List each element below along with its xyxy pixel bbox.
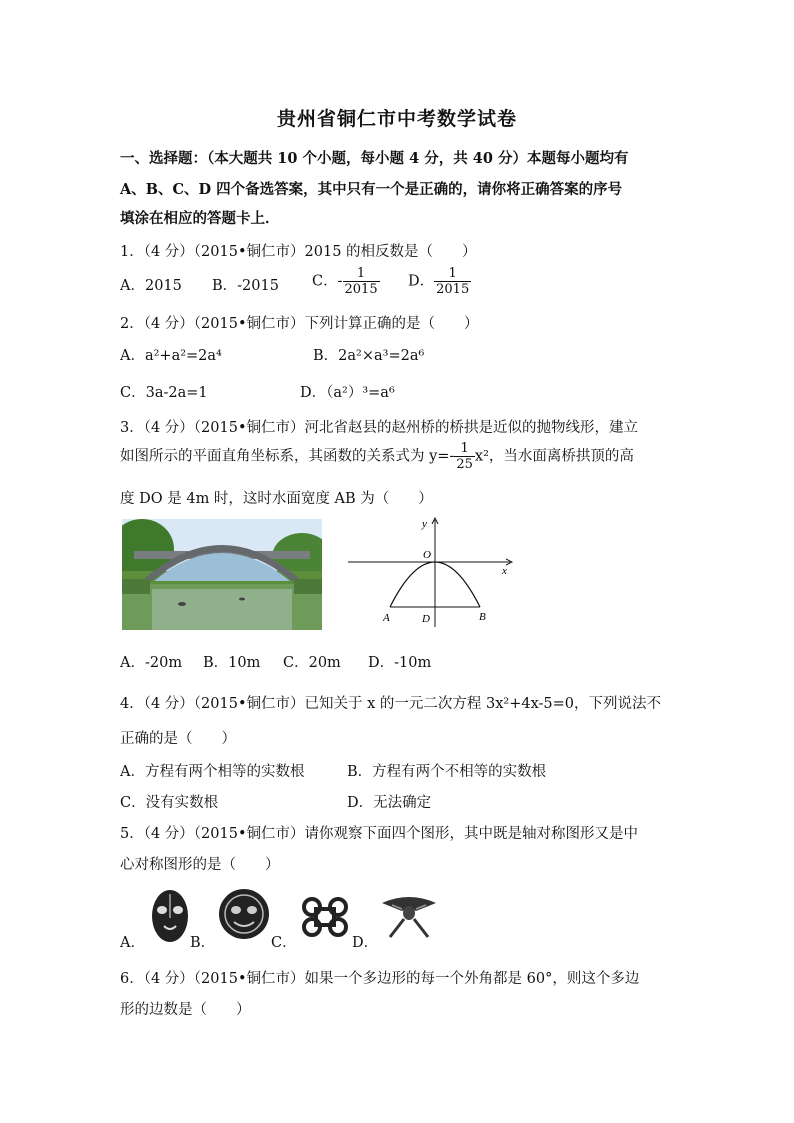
q5-option-c-label: C． — [271, 935, 297, 951]
q3-option-b: B．10m — [203, 655, 261, 671]
y-axis-label: y — [422, 518, 427, 530]
kite-icon — [380, 893, 438, 939]
q1-option-c-fraction — [343, 266, 380, 297]
q3-option-c: C．20m — [283, 655, 341, 671]
round-emblem-icon — [218, 888, 270, 940]
q3-line-2-suffix: x²，当水面离桥拱顶的高 — [474, 448, 634, 465]
q1-option-c — [312, 266, 380, 297]
q3-line-2 — [120, 441, 634, 472]
chinese-knot-icon — [298, 893, 352, 941]
q1-option-b: B．-2015 — [212, 278, 279, 294]
q1-option-d-numerator: 1 — [434, 266, 471, 282]
q3-option-a: A．-20m — [120, 655, 183, 671]
opera-mask-icon — [150, 888, 190, 944]
q3-option-d: D．-10m — [368, 655, 432, 671]
q1-option-d — [408, 266, 471, 297]
q1-stem: 1．（4 分）（2015•铜仁市）2015 的相反数是（ ） — [120, 244, 477, 260]
q3-line-2-prefix: 如图所示的平面直角坐标系，其函数的关系式为 y=- — [120, 448, 455, 465]
origin-label: O — [423, 549, 431, 561]
x-axis-label: x — [502, 565, 507, 577]
page-title: 贵州省铜仁市中考数学试卷 — [276, 108, 517, 130]
q3-line-1: 3．（4 分）（2015•铜仁市）河北省赵县的赵州桥的桥拱是近似的抛物线形，建立 — [120, 420, 639, 436]
q1-option-a: A．2015 — [120, 278, 182, 294]
q5-line-1: 5．（4 分）（2015•铜仁市）请你观察下面四个图形，其中既是轴对称图形又是中 — [120, 826, 639, 842]
q4-line-1: 4．（4 分）（2015•铜仁市）已知关于 x 的一元二次方程 3x²+4x-5=0，下列说法不 — [120, 696, 662, 712]
parabola-graph — [346, 515, 516, 630]
q5-option-a-label: A． — [120, 935, 145, 951]
point-b-label: B — [479, 611, 486, 623]
point-a-label: A — [383, 612, 390, 624]
section-instructions-line-1: 一、选择题：（本大题共 10 个小题，每小题 4 分，共 40 分）本题每小题均有 — [120, 150, 629, 167]
q4-option-c: C．没有实数根 — [120, 795, 219, 811]
q3-fraction-numerator: 1 — [454, 441, 475, 457]
q4-option-d: D．无法确定 — [347, 795, 432, 811]
q2-option-d: D．（a²）³=a⁶ — [300, 385, 395, 401]
q5-line-2: 心对称图形的是（ ） — [120, 857, 280, 873]
q6-line-1: 6．（4 分）（2015•铜仁市）如果一个多边形的每一个外角都是 60°，则这个多边 — [120, 971, 640, 987]
q2-option-b: B．2a²×a³=2a⁶ — [313, 348, 425, 364]
q5-option-d-label: D． — [352, 935, 379, 951]
q2-option-c: C．3a-2a=1 — [120, 385, 208, 401]
q2-option-a: A．a²+a²=2a⁴ — [120, 348, 222, 364]
q4-option-b: B．方程有两个不相等的实数根 — [347, 764, 547, 780]
q3-fraction-denominator: 25 — [456, 457, 473, 472]
q5-option-b-label: B． — [190, 935, 216, 951]
q1-option-d-fraction — [434, 266, 471, 297]
q3-coefficient-fraction — [454, 441, 475, 472]
q6-line-2: 形的边数是（ ） — [120, 1002, 251, 1018]
q1-option-c-prefix: C．- — [312, 273, 343, 290]
section-instructions-line-3: 填涂在相应的答题卡上． — [120, 210, 280, 227]
q4-line-2: 正确的是（ ） — [120, 731, 236, 747]
section-instructions-line-2: A、B、C、D 四个备选答案，其中只有一个是正确的，请你将正确答案的序号 — [120, 181, 623, 198]
bridge-photo — [122, 519, 322, 630]
q3-line-3: 度 DO 是 4m 时，这时水面宽度 AB 为（ ） — [120, 491, 433, 507]
q2-stem: 2．（4 分）（2015•铜仁市）下列计算正确的是（ ） — [120, 316, 479, 332]
q1-option-c-numerator: 1 — [343, 266, 380, 282]
q4-option-a: A．方程有两个相等的实数根 — [120, 764, 305, 780]
q1-option-c-denominator: 2015 — [344, 282, 378, 297]
point-d-label: D — [422, 613, 430, 625]
q1-option-d-prefix: D． — [408, 273, 435, 290]
q1-option-d-denominator: 2015 — [436, 282, 470, 297]
